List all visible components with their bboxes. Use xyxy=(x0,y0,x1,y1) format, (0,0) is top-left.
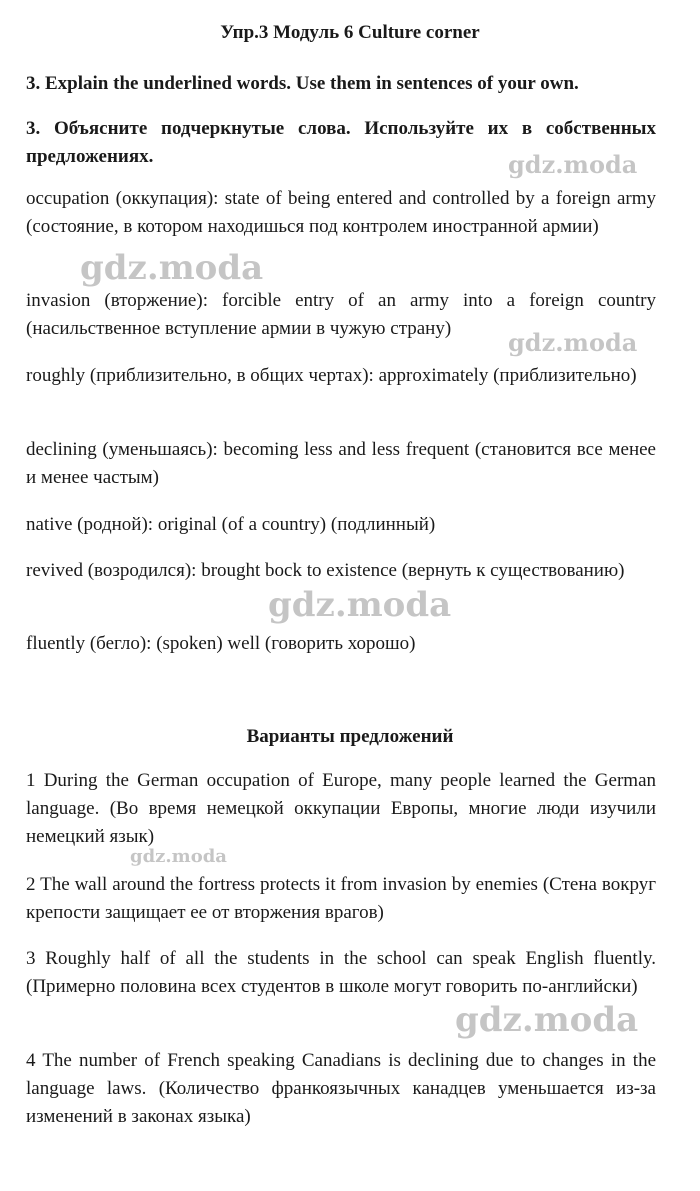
definition-declining: declining (уменьшаясь): becoming less and less frequent (становится все менее и менее частым) xyxy=(26,439,656,488)
page-title: Упр.3 Модуль 6 Culture corner xyxy=(220,22,480,43)
task-heading-en: 3. Explain the underlined words. Use them in sentences of your own. xyxy=(26,73,579,94)
sentence-4: 4 The number of French speaking Canadians is declining due to changes in the language laws. (Количество франкоязычных канадцев уменьшается из-за изменений в законах языка) xyxy=(26,1050,656,1127)
watermark: gdz.moda xyxy=(268,585,452,625)
watermark: gdz.moda xyxy=(130,846,227,867)
sentences-title: Варианты предложений xyxy=(246,726,454,747)
definition-roughly: roughly (приблизительно, в общих чертах): approximately (приблизительно) xyxy=(26,365,637,386)
sentence-2: 2 The wall around the fortress protects it from invasion by enemies (Стена вокруг крепости защищает ее от вторжения врагов) xyxy=(26,874,656,923)
sentence-1: 1 During the German occupation of Europe, many people learned the German language. (Во время немецкой оккупации Европы, многие люди изучили немецкий язык) xyxy=(26,770,656,847)
watermark: gdz.moda xyxy=(508,328,638,357)
definition-fluently: fluently (бегло): (spoken) well (говорить хорошо) xyxy=(26,633,416,654)
definition-revived: revived (возродился): brought bock to existence (вернуть к существованию) xyxy=(26,560,625,581)
watermark: gdz.moda xyxy=(455,1000,639,1040)
watermark: gdz.moda xyxy=(508,150,638,179)
definition-native: native (родной): original (of a country) (подлинный) xyxy=(26,514,436,535)
definition-occupation: occupation (оккупация): state of being entered and controlled by a foreign army (состояние, в котором находишься под контролем иностранной армии) xyxy=(26,188,656,237)
definition-invasion: invasion (вторжение): forcible entry of an army into a foreign country (насильственное вступление армии в чужую страну) xyxy=(26,290,656,339)
sentence-3: 3 Roughly half of all the students in the school can speak English fluently. (Примерно половина всех студентов в школе могут говорить по-английски) xyxy=(26,948,656,997)
task-heading-ru: 3. Объясните подчеркнутые слова. Используйте их в собственных предложениях. xyxy=(26,118,656,167)
watermark: gdz.moda xyxy=(80,248,264,288)
